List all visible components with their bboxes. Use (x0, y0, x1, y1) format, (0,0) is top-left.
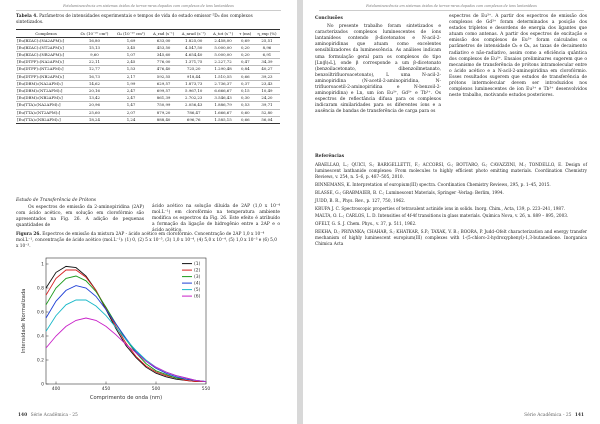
table-cell: 1.371,75 (178, 59, 210, 66)
table-cell: 1,69 (113, 37, 150, 44)
complex-name-cell: [Eu(DTFF)₃(NB2APM)₂] (16, 73, 76, 80)
complex-name-cell: [Eu(DTFF)₃(NA2APM)₂] (16, 59, 76, 66)
table-row (16, 95, 280, 102)
legend-entry: (3) (194, 275, 201, 280)
complex-name-cell: [Eu(BZAC)₃(NT2APM)₂] (16, 44, 76, 51)
table-caption (16, 14, 280, 26)
y-tick-label: 0.4 (36, 334, 44, 340)
table-cell: 9,60 (76, 52, 113, 59)
table-cell: 592,55 (149, 73, 178, 80)
paragraph-right: ácido acético na solução diluída de 2AP (1,0 x 10⁻⁴ mol.L⁻¹) em clorofórmio na temperatura ambiente modifica os espectros da Fig. 26. Este efeito é atribuído a formação da ligação de hidrogênio entre a 2AP e o ácido acético. (152, 204, 280, 234)
table-cell: 1,47 (113, 102, 150, 109)
y-tick-label: 0 (41, 382, 44, 388)
table-cell: 0,66 (237, 116, 254, 123)
reference-entry: BINNEMANS, K. Interpretation of europium(III) spectra. Coordination Chemistry Reviews, 295, p. 1–45, 2015. (315, 181, 551, 187)
table-cell: 453,50 (149, 44, 178, 51)
legend-entry: (4) (194, 281, 201, 287)
footer-page-number: 141 (574, 413, 584, 418)
complex-name-cell: [Eu(DTFF)₃(NT2APM)₂] (16, 66, 76, 73)
table-cell: 20,16 (76, 88, 113, 95)
table-row (16, 109, 280, 116)
table-cell: 8,96 (254, 44, 280, 51)
table-cell: 476,40 (149, 66, 178, 73)
x-tick-label: 550 (201, 387, 211, 392)
figure-caption-text: Espectros de emissão da mistura 2AP - ácido acético em clorofórmio. Concentração de 2AP 1,0 x 10⁻⁴ mol.L⁻¹, concentração de ácido acético (mol.L⁻¹): (1) 0, (2) 5 x 10⁻⁵, (3) 1,0 x 10⁻⁴, (4) 5,0 x 10⁻⁴, (5) 1,0 x 10⁻³ e (6) 5,0 x 10⁻³. (16, 232, 277, 249)
table-cell: 0,84 (237, 66, 254, 73)
table-row (16, 88, 280, 95)
y-axis-label: Intensidade Normalizada (21, 288, 27, 354)
table-cell: 56,04 (254, 116, 280, 123)
complex-name-cell: [Eu(TTA)₃(NT2APM)₂] (16, 109, 76, 116)
conclusions-left-text: No presente trabalho foram sintetizados e caracterizados complexos luminescentes de íons lantanídeos contendo β-dicetonatos e N-acil-2-aminopiridinas que atuam como excelentes sensibilizadores da luminescência. As análises indicam uma formulação geral para os complexos do tipo [Ln(β)₃L], onde β corresponde a um β-dicetonato (benzoilacetonato, dibenzoilmetanato, benzoiltrifluoroacetonato), L uma N-acil-2-aminopiridina (N-acetil-2-aminopiridina, N-trifluoroacetil-2-aminopiridina e N-benzoil-2-aminopiridina) e Ln, um íon Eu³⁺, Gd³⁺ e Tb³⁺. Os espectros de reflectância difusa para os complexos indicaram similaridades para os diferentes íons e a ausência de bandas de transferência de carga para os (315, 24, 441, 115)
table-cell: 34,39 (254, 59, 280, 66)
table-cell: 629,57 (149, 80, 178, 87)
table-cell: 14,62 (76, 80, 113, 87)
table-cell: 1.873,73 (178, 80, 210, 87)
table-cell: 39,23 (254, 73, 280, 80)
conclusions-right-column (449, 14, 587, 101)
table-cell: 25,60 (76, 109, 113, 116)
y-tick-label: 0.2 (36, 358, 44, 364)
footer-page-number: 140 (18, 413, 28, 418)
legend-entry: (1) (194, 262, 201, 267)
table-row (16, 52, 280, 59)
table-cell: 16,73 (76, 73, 113, 80)
table-cell: 6,91 (254, 52, 280, 59)
table-cell: 3.546,43 (210, 95, 237, 102)
table-cell: 345,60 (149, 52, 178, 59)
table-cell: 40,27 (254, 66, 280, 73)
table-cell: 1.825,00 (178, 37, 210, 44)
conclusions-right-text: espectros de Eu³⁺. A partir dos espectros de emissão dos complexos de Gd³⁺ foram determinados a posição dos estados tripletos e desordens de energia dos ligantes que atuam como antenas. A partir dos espectros de excitação e emissão dos complexos de Eu³⁺ foram calculados os parâmetros de intensidade Ω₂ e Ω₄, as taxas de decaimento radiativo e não-radiativo, assim como a eficiência quântica dos complexos de Eu³⁺. Ensaios preliminares sugerem que o mecanismo de transferência de prótons intramolecular entre o ácido acético e a N-acil-2-aminopiridina em clorofórmio. Esses resultados sugerem que estudos de transferência de prótons intermolecular devem ser introduzidos nos complexos luminescentes de íon Eu³⁺ e Tb³⁺ desenvolvidos neste trabalho, motivando estudos posteriores. (449, 14, 587, 99)
reference-entry: OFELT, G. S. J. Chem. Phys., v. 37, p. 511, 1962. (315, 221, 417, 227)
references-title: Referências (315, 154, 345, 159)
table-cell: 1.585,15 (210, 116, 237, 123)
header-rule (16, 10, 281, 11)
table-cell: 1,99 (113, 80, 150, 87)
x-tick-label: 400 (51, 387, 61, 392)
table-cell: 1.510,55 (210, 73, 237, 80)
table-row (16, 116, 280, 123)
table-cell: 0,30 (237, 95, 254, 102)
left-page (0, 0, 297, 424)
table-cell: 2,07 (113, 109, 150, 116)
reference-entry: JUDD, B. R., Phys. Rev., p. 127, 750, 1962. (315, 197, 406, 203)
table-cell: 6.666,67 (210, 88, 237, 95)
table-cell: 4.654,40 (178, 52, 210, 59)
table-cell: 0,47 (237, 59, 254, 66)
table-cell: 2.227,72 (210, 59, 237, 66)
y-tick-label: 0.8 (36, 286, 44, 292)
table-cell: 20,96 (76, 102, 113, 109)
table-cell: 776,00 (149, 59, 178, 66)
x-tick-label: 450 (101, 387, 111, 392)
table-cell: 2.736,37 (210, 80, 237, 87)
table-header-cell: Complexos (16, 29, 76, 37)
table-cell: 4.547,50 (178, 44, 210, 51)
table-cell: 725,20 (178, 66, 210, 73)
table-caption-text: Parâmetros de intensidades experimentais e tempos de vida do estado emissor ⁵D₀ dos complexos sintetizados. (16, 14, 253, 25)
table-cell: 861,39 (149, 95, 178, 102)
left-column-text (16, 196, 144, 231)
complex-name-cell: [Eu(DBM)₃(NT2APM)₂] (16, 88, 76, 95)
table-body (16, 37, 280, 123)
legend-entry: (6) (194, 294, 201, 300)
table-row (16, 73, 280, 80)
right-footer (524, 413, 586, 418)
table-cell: 15,13 (76, 44, 113, 51)
table-cell: 0,20 (237, 52, 254, 59)
conclusions-left-column (315, 14, 441, 118)
table-row (16, 37, 280, 44)
table-cell: 24,20 (254, 95, 280, 102)
table-row (16, 44, 280, 51)
footer-journal: Série Acadêmica - 25 (30, 413, 78, 418)
table-cell: 5.967,10 (178, 88, 210, 95)
table-header-row (16, 29, 280, 37)
table-header-cell: A_nrad (s⁻¹) (178, 29, 210, 37)
table-cell: 2.702,23 (178, 95, 210, 102)
legend-entry: (2) (194, 268, 201, 274)
table-cell: 0,37 (237, 80, 254, 87)
table-cell: 696,76 (178, 116, 210, 123)
table-cell: 1,24 (113, 116, 150, 123)
table-header-cell: A_tot (s⁻¹) (210, 29, 237, 37)
table-cell: 0,53 (237, 102, 254, 109)
table-cell: 52,80 (254, 109, 280, 116)
table-cell: 2,17 (113, 73, 150, 80)
table-cell: 13,42 (76, 95, 113, 102)
table-cell: 0,15 (237, 88, 254, 95)
table-header-cell: Ω₂ (10⁻²⁰ cm²) (76, 29, 113, 37)
table-cell: 2,47 (113, 95, 150, 102)
running-header: Fotoluminescência em sistemas óxidos de terras-raras dopados com complexos de íons lantanídeos (366, 4, 537, 8)
intensity-table (16, 29, 280, 124)
table-cell: 1.886,79 (210, 102, 237, 109)
table-cell: 1,53 (113, 66, 150, 73)
table-cell: 5.000,00 (210, 44, 237, 51)
table-header-cell: A_rad (s⁻¹) (149, 29, 178, 37)
complex-name-cell: [Eu(DBM)₃(NB2APM)₂] (16, 95, 76, 102)
complex-name-cell: [Eu(BZAC)₃(NB2APM)₂] (16, 52, 76, 59)
table-cell: 5.000,00 (210, 52, 237, 59)
table-cell: 786,47 (178, 109, 210, 116)
running-header: Fotoluminescência em sistemas óxidos de terras-raras dopados com complexos de íons lantanídeos (63, 4, 234, 8)
table-cell: 18,24 (76, 116, 113, 123)
emission-chart-svg (16, 252, 236, 407)
x-tick-label: 500 (151, 387, 161, 392)
y-tick-label: 0.6 (36, 310, 44, 316)
table-cell: 3,45 (113, 44, 150, 51)
table-cell: 1.290,48 (210, 66, 237, 73)
table-header-cell: τ (ms) (237, 29, 254, 37)
x-axis-label: Comprimento de onda (nm) (89, 395, 163, 401)
figure-caption (16, 232, 280, 249)
table-cell: 699,57 (149, 88, 178, 95)
y-tick-label: 1 (41, 262, 44, 268)
table-cell: 12,77 (76, 66, 113, 73)
reference-entry: ABAELLAO, L.; QUICI, S.; BARIGELLETTI, F.; ACCORSI, G.; BOTTARO, G.; CAVAZZINI, M.; TONDELLO, E. Design of luminescent lanthanide complexes: From molecules to highly efficient photo emitting materials. Coordination Chemistry Reviews, v. 254, n. 5–6, p. 487–505, 2010. (315, 162, 587, 179)
table-row (16, 80, 280, 87)
reference-entry: KRUPA J. C. Spectroscopic properties of tetravalent actinide ions in solids. Inorg. Chim., Acta, 139, p. 223–241, 1987. (315, 205, 566, 211)
table-cell: 1,07 (113, 52, 150, 59)
reference-entry: BLASSE, G.; GRABMAIER, B. C.; Luminescent Materials, Springer -Verlag: Berlim, 1994. (315, 189, 504, 195)
table-cell: 888,40 (149, 116, 178, 123)
table-cell: 25,51 (254, 37, 280, 44)
table-row (16, 66, 280, 73)
table-header-cell: Ω₄ (10⁻²⁰ cm²) (113, 29, 150, 37)
table-caption-label: Tabela 4. (16, 14, 38, 19)
table-cell: 2.056,43 (178, 102, 210, 109)
table-cell: 0,20 (237, 44, 254, 51)
section-title: Estudo de Transferência de Prótons (16, 198, 97, 203)
header-rule (319, 10, 584, 11)
table-header-cell: η_exp (%) (254, 29, 280, 37)
references-list (315, 162, 587, 247)
table-row (16, 102, 280, 109)
table-cell: 10,49 (254, 88, 280, 95)
table-cell: 23,43 (254, 80, 280, 87)
figure-caption-label: Figura 26. (16, 232, 41, 237)
footer-journal: Série Acadêmica - 25 (524, 413, 572, 418)
complex-name-cell: [Eu(TTA)₃(NA2APM)₂] (16, 102, 76, 109)
table-cell: 0,60 (237, 109, 254, 116)
emission-chart (16, 252, 236, 407)
table-row (16, 59, 280, 66)
references-block (315, 152, 587, 249)
table-cell: 750,99 (149, 102, 178, 109)
table-cell: 918,44 (178, 73, 210, 80)
complex-name-cell: [Eu(DBM)₃(NA2APM)₂] (16, 80, 76, 87)
conclusions-title: Conclusões (315, 16, 343, 21)
table-block (16, 14, 280, 124)
table-cell: 879,20 (149, 109, 178, 116)
left-footer (16, 413, 78, 418)
reference-entry: MALTA, O. L.; CARLOS, L. D. Intensities of 4f-4f transitions in glass materials. Química Nova, v. 26, n. 889 – 895, 2003. (315, 213, 569, 219)
reference-entry: REKHA, D.; PRIYANKA; CHAHAR, S.; KHATKAR, S.P.; TAXAK, V. B.; BOORA, P. Judd–Ofelt characterization and energy transfer mechanism of highly luminescent europium(III) complexes with 1-(5-chloro-2-hydroxyphenyl)-1,3-butanedione. Inorganica Chimica Acta (315, 229, 587, 247)
paragraph-left: Os espectros de emissão da 2-aminopiridina (2AP) com ácido acético, em solução em clorofórmio são apresentados na Fig. 26. A adição de pequenas quantidades de (16, 205, 144, 229)
table-cell: 1.666,67 (210, 109, 237, 116)
table-cell: 2.458,00 (210, 37, 237, 44)
table-cell: 2,47 (113, 88, 150, 95)
table-cell: 16,80 (76, 37, 113, 44)
right-page (303, 0, 600, 424)
figure-caption-block (16, 232, 280, 252)
complex-name-cell: [Eu(BZAC)₃(NA2APM)₂] (16, 37, 76, 44)
table-cell: 2,45 (113, 59, 150, 66)
table-cell: 0,66 (237, 73, 254, 80)
table-cell: 0,69 (237, 37, 254, 44)
table-cell: 633,00 (149, 37, 178, 44)
table-cell: 39,71 (254, 102, 280, 109)
complex-name-cell: [Eu(TTA)₃(NB2APM)₂] (16, 116, 76, 123)
legend-entry: (5) (194, 288, 201, 293)
table-cell: 22,11 (76, 59, 113, 66)
